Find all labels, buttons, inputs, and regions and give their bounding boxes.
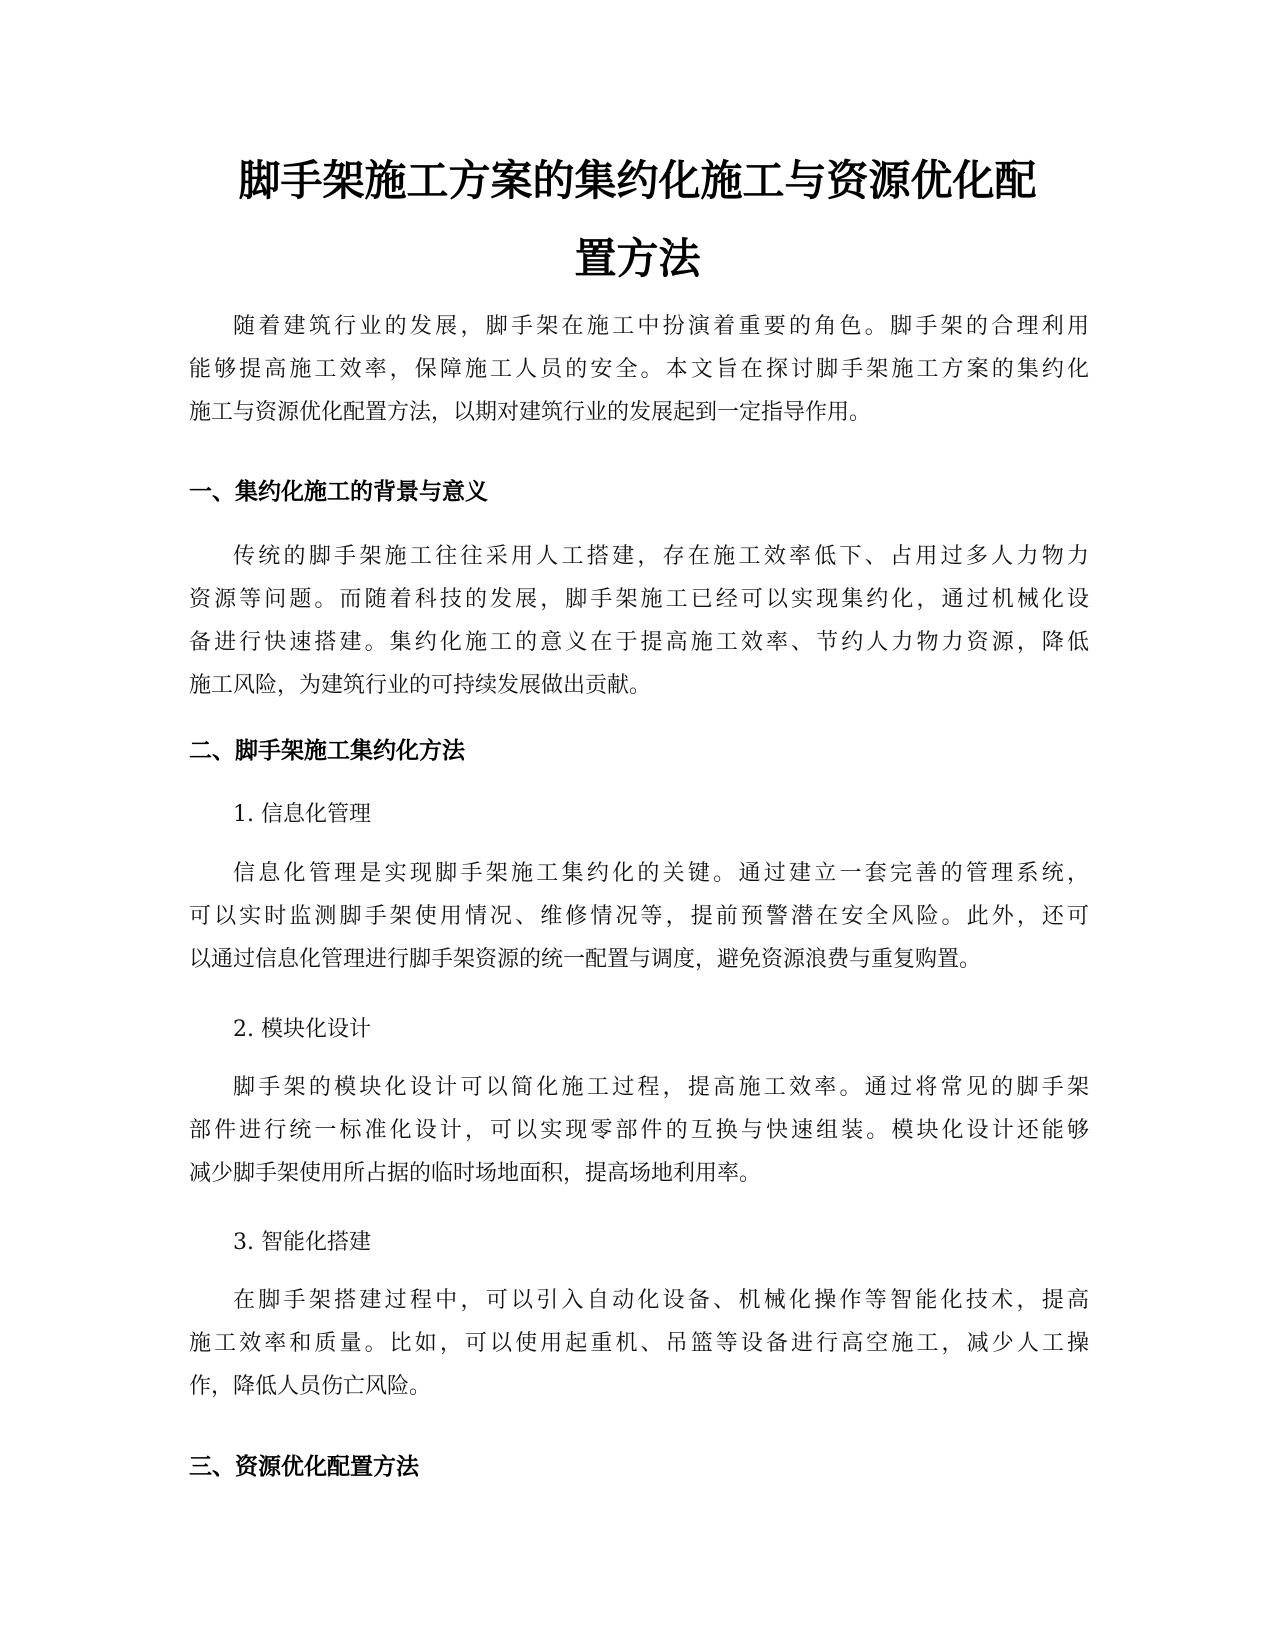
- section-2-heading: 二、脚手架施工集约化方法: [189, 738, 465, 764]
- item-3-paragraph: [189, 1279, 1089, 1408]
- item-1-title: 1. 信息化管理: [233, 802, 371, 827]
- item-2-paragraph: [189, 1066, 1089, 1195]
- paragraph-line: 在脚手架搭建过程中，可以引入自动化设备、机械化操作等智能化技术，提高: [233, 1288, 1089, 1313]
- section-3-heading: 三、资源优化配置方法: [189, 1454, 419, 1480]
- paragraph-line: 施工效率和质量。比如，可以使用起重机、吊篮等设备进行高空施工，减少人工操: [189, 1331, 1089, 1356]
- paragraph-line: 部件进行统一标准化设计，可以实现零部件的互换与快速组装。模块化设计还能够: [189, 1118, 1089, 1143]
- item-2-title: 2. 模块化设计: [233, 1017, 371, 1042]
- document-title-line-2: 置方法: [574, 234, 701, 283]
- paragraph-line: 作，降低人员伤亡风险。: [189, 1374, 432, 1399]
- item-1-paragraph: [189, 852, 1089, 981]
- section-1-heading: 一、集约化施工的背景与意义: [189, 479, 488, 505]
- paragraph-line: 资源等问题。而随着科技的发展，脚手架施工已经可以实现集约化，通过机械化设: [189, 587, 1089, 612]
- paragraph-line: 传统的脚手架施工往往采用人工搭建，存在施工效率低下、占用过多人力物力: [233, 544, 1089, 569]
- paragraph-line: 备进行快速搭建。集约化施工的意义在于提高施工效率、节约人力物力资源，降低: [189, 630, 1089, 655]
- paragraph-line: 可以实时监测脚手架使用情况、维修情况等，提前预警潜在安全风险。此外，还可: [189, 904, 1089, 929]
- paragraph-line: 脚手架的模块化设计可以简化施工过程，提高施工效率。通过将常见的脚手架: [233, 1075, 1089, 1100]
- paragraph-line: 以通过信息化管理进行脚手架资源的统一配置与调度，避免资源浪费与重复购置。: [189, 947, 982, 972]
- paragraph-line: 随着建筑行业的发展，脚手架在施工中扮演着重要的角色。脚手架的合理利用: [233, 314, 1089, 339]
- item-3-title: 3. 智能化搭建: [233, 1230, 371, 1255]
- document-title-line-1: 脚手架施工方案的集约化施工与资源优化配: [238, 156, 1037, 205]
- section-1-paragraph: [189, 535, 1089, 707]
- paragraph-line: 施工与资源优化配置方法，以期对建筑行业的发展起到一定指导作用。: [189, 400, 872, 425]
- paragraph-line: 施工风险，为建筑行业的可持续发展做出贡献。: [189, 673, 652, 698]
- paragraph-line: 信息化管理是实现脚手架施工集约化的关键。通过建立一套完善的管理系统，: [233, 861, 1089, 886]
- paragraph-line: 能够提高施工效率，保障施工人员的安全。本文旨在探讨脚手架施工方案的集约化: [189, 357, 1089, 382]
- paragraph-line: 减少脚手架使用所占据的临时场地面积，提高场地利用率。: [189, 1161, 762, 1186]
- intro-paragraph: [189, 305, 1089, 434]
